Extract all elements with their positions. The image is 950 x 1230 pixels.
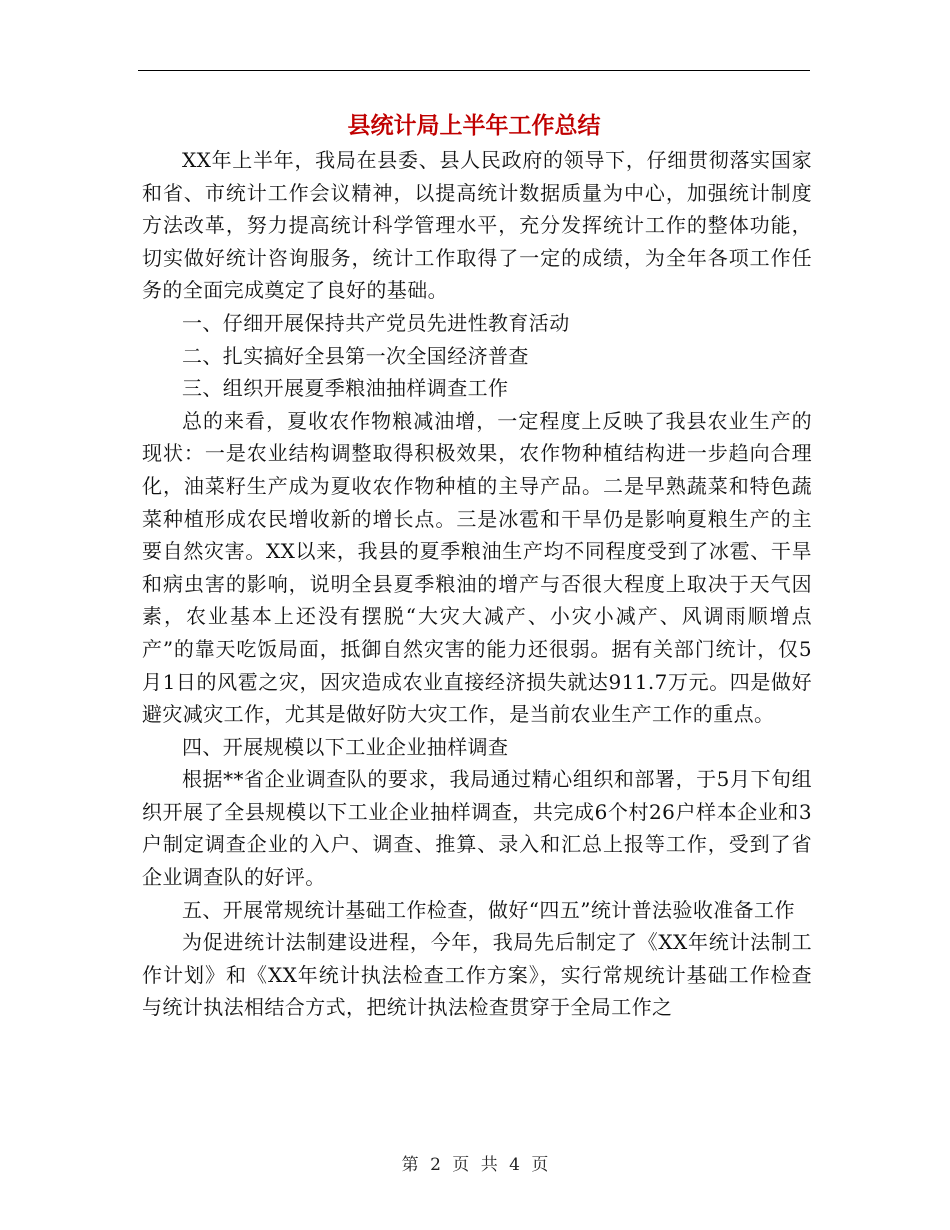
page-number: 第 2 页 共 4 页 [401, 1155, 549, 1175]
section-3-paragraph: 总的来看，夏收农作物粮减油增，一定程度上反映了我县农业生产的现状：一是农业结构调整取得积极效果，农作物种植结构进一步趋向合理化，油菜籽生产成为夏收农作物种植的主导产品。二是早熟蔬菜和特色蔬菜种植形成农民增收新的增长点。三是冰雹和干旱仍是影响夏粮生产的主要自然灾害。XX以来，我县的夏季粮油生产均不同程度受到了冰雹、干旱和病虫害的影响，说明全县夏季粮油的增产与否很大程度上取决于天气因素，农业基本上还没有摆脱“大灾大减产、小灾小减产、风调雨顺增点产”的靠天吃饭局面，抵御自然灾害的能力还很弱。据有关部门统计，仅5月1日的风雹之灾，因灾造成农业直接经济损失就达911.7万元。四是做好避灾减灾工作，尤其是做好防大灾工作，是当前农业生产工作的重点。 [142, 408, 812, 727]
section-heading-5: 五、开展常规统计基础工作检查，做好“四五”统计普法验收准备工作 [182, 897, 795, 922]
document-body [142, 144, 812, 1024]
section-heading-4: 四、开展规模以下工业企业抽样调查 [182, 734, 509, 759]
section-heading-3: 三、组织开展夏季粮油抽样调查工作 [182, 376, 509, 401]
intro-paragraph: XX年上半年，我局在县委、县人民政府的领导下，仔细贯彻落实国家和省、市统计工作会议精神，以提高统计数据质量为中心，加强统计制度方法改革，努力提高统计科学管理水平，充分发挥统计工作的整体功能，切实做好统计咨询服务，统计工作取得了一定的成绩，为全年各项工作任务的全面完成奠定了良好的基础。 [142, 148, 812, 303]
document-title: 县统计局上半年工作总结 [347, 113, 601, 139]
section-5-paragraph: 为促进统计法制建设进程，今年，我局先后制定了《XX年统计法制工作计划》和《XX年统计执法检查工作方案》，实行常规统计基础工作检查与统计执法相结合方式，把统计执法检查贯穿于全局工作之 [142, 930, 812, 1020]
section-4-paragraph: 根据**省企业调查队的要求，我局通过精心组织和部署，于5月下旬组织开展了全县规模以下工业企业抽样调查，共完成6个村26户样本企业和3户制定调查企业的入户、调查、推算、录入和汇总上报等工作，受到了省企业调查队的好评。 [142, 767, 812, 890]
section-heading-2: 二、扎实搞好全县第一次全国经济普查 [182, 343, 529, 368]
header-rule [138, 70, 810, 71]
section-heading-1: 一、仔细开展保持共产党员先进性教育活动 [182, 310, 570, 335]
